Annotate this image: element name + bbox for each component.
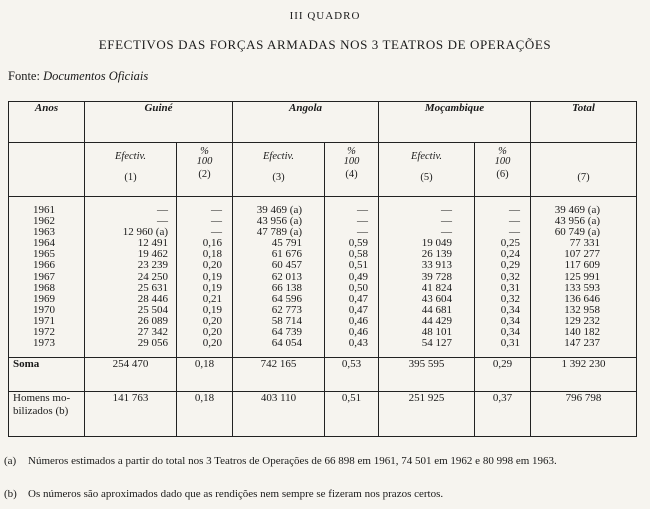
cell-ap: 0,50 <box>325 283 379 294</box>
cell-a: 62 013 <box>233 272 325 283</box>
homens-guine: 141 763 <box>85 392 177 437</box>
cell-gp: — <box>177 227 233 238</box>
cell-m: — <box>379 216 475 227</box>
header-angola: Angola <box>233 102 379 143</box>
cell-year: 1971 <box>9 316 85 327</box>
cell-mp: 0,32 <box>475 294 531 305</box>
cell-g: 19 462 <box>85 249 177 260</box>
table-row <box>9 197 637 217</box>
soma-guine: 254 470 <box>85 358 177 392</box>
sub-total: (7) <box>531 143 637 197</box>
sub-mocambique-eff: Efectiv. (5) <box>379 143 475 197</box>
soma-angola-pct: 0,53 <box>325 358 379 392</box>
cell-ap: 0,51 <box>325 260 379 271</box>
table-row <box>9 294 637 305</box>
cell-a: 39 469 (a) <box>233 197 325 217</box>
cell-ap: 0,47 <box>325 305 379 316</box>
cell-mp: — <box>475 227 531 238</box>
cell-gp: 0,21 <box>177 294 233 305</box>
cell-year: 1964 <box>9 238 85 249</box>
sub-angola-pct: % 100 (4) <box>325 143 379 197</box>
cell-m: 44 429 <box>379 316 475 327</box>
homens-mocambique: 251 925 <box>379 392 475 437</box>
cell-t: 136 646 <box>531 294 637 305</box>
homens-label: Homens mo- bilizados (b) <box>9 392 85 437</box>
cell-a: 60 457 <box>233 260 325 271</box>
cell-g: — <box>85 197 177 217</box>
homens-guine-pct: 0,18 <box>177 392 233 437</box>
soma-angola: 742 165 <box>233 358 325 392</box>
cell-g: 12 491 <box>85 238 177 249</box>
cell-t: 60 749 (a) <box>531 227 637 238</box>
cell-year: 1972 <box>9 327 85 338</box>
table-row <box>9 249 637 260</box>
cell-a: 45 791 <box>233 238 325 249</box>
forces-table <box>8 101 637 437</box>
cell-g: 27 342 <box>85 327 177 338</box>
homens-row <box>9 392 637 437</box>
sub-empty <box>9 143 85 197</box>
cell-gp: 0,20 <box>177 316 233 327</box>
cell-g: 25 631 <box>85 283 177 294</box>
cell-g: 26 089 <box>85 316 177 327</box>
footnote-b: (b) Os números são aproximados dado que as rendições nem sempre se fizeram nos prazos certos. <box>4 488 444 500</box>
cell-mp: 0,31 <box>475 338 531 358</box>
cell-m: 39 728 <box>379 272 475 283</box>
table-row <box>9 227 637 238</box>
cell-g: 24 250 <box>85 272 177 283</box>
cell-gp: — <box>177 216 233 227</box>
source-value: Documentos Oficiais <box>43 69 149 83</box>
cell-t: 43 956 (a) <box>531 216 637 227</box>
cell-ap: 0,58 <box>325 249 379 260</box>
table-row <box>9 316 637 327</box>
soma-guine-pct: 0,18 <box>177 358 233 392</box>
cell-m: 19 049 <box>379 238 475 249</box>
header-anos: Anos <box>9 102 85 143</box>
cell-ap: 0,46 <box>325 316 379 327</box>
source-line <box>8 69 148 84</box>
cell-gp: 0,16 <box>177 238 233 249</box>
cell-gp: 0,19 <box>177 272 233 283</box>
cell-m: 48 101 <box>379 327 475 338</box>
table-row <box>9 260 637 271</box>
cell-mp: 0,25 <box>475 238 531 249</box>
cell-a: 58 714 <box>233 316 325 327</box>
cell-mp: 0,32 <box>475 272 531 283</box>
cell-g: 12 960 (a) <box>85 227 177 238</box>
cell-mp: 0,34 <box>475 305 531 316</box>
cell-year: 1973 <box>9 338 85 358</box>
cell-a: 47 789 (a) <box>233 227 325 238</box>
cell-mp: 0,34 <box>475 316 531 327</box>
sub-guine-pct: % 100 (2) <box>177 143 233 197</box>
cell-m: 26 139 <box>379 249 475 260</box>
soma-row <box>9 358 637 392</box>
cell-g: 25 504 <box>85 305 177 316</box>
cell-m: 43 604 <box>379 294 475 305</box>
cell-gp: — <box>177 197 233 217</box>
cell-a: 61 676 <box>233 249 325 260</box>
cell-mp: 0,29 <box>475 260 531 271</box>
table-row <box>9 327 637 338</box>
cell-gp: 0,18 <box>177 249 233 260</box>
cell-year: 1963 <box>9 227 85 238</box>
cell-m: — <box>379 227 475 238</box>
cell-t: 132 958 <box>531 305 637 316</box>
cell-a: 43 956 (a) <box>233 216 325 227</box>
cell-ap: — <box>325 216 379 227</box>
cell-g: 29 056 <box>85 338 177 358</box>
header-mocambique: Moçambique <box>379 102 531 143</box>
cell-m: 41 824 <box>379 283 475 294</box>
cell-year: 1966 <box>9 260 85 271</box>
cell-year: 1969 <box>9 294 85 305</box>
cell-g: 23 239 <box>85 260 177 271</box>
cell-mp: — <box>475 197 531 217</box>
cell-a: 64 054 <box>233 338 325 358</box>
cell-t: 147 237 <box>531 338 637 358</box>
table-number: III QUADRO <box>289 10 361 22</box>
homens-mocambique-pct: 0,37 <box>475 392 531 437</box>
cell-t: 125 991 <box>531 272 637 283</box>
cell-mp: 0,34 <box>475 327 531 338</box>
cell-t: 117 609 <box>531 260 637 271</box>
table-row <box>9 283 637 294</box>
cell-t: 140 182 <box>531 327 637 338</box>
sub-guine-eff: Efectiv. (1) <box>85 143 177 197</box>
table-row <box>9 216 637 227</box>
cell-year: 1961 <box>9 197 85 217</box>
cell-year: 1967 <box>9 272 85 283</box>
footnote-a: (a) Números estimados a partir do total nos 3 Teatros de Operações de 66 898 em 1961, 74 501 em 1962 e 80 998 em 1963. <box>4 455 557 467</box>
cell-ap: 0,47 <box>325 294 379 305</box>
cell-year: 1965 <box>9 249 85 260</box>
cell-gp: 0,19 <box>177 305 233 316</box>
cell-a: 64 739 <box>233 327 325 338</box>
cell-m: 44 681 <box>379 305 475 316</box>
cell-year: 1968 <box>9 283 85 294</box>
cell-mp: — <box>475 216 531 227</box>
table-row <box>9 238 637 249</box>
data-rows <box>9 197 637 358</box>
cell-g: 28 446 <box>85 294 177 305</box>
soma-label: Soma <box>9 358 85 392</box>
cell-gp: 0,20 <box>177 338 233 358</box>
page-title: EFECTIVOS DAS FORÇAS ARMADAS NOS 3 TEATROS DE OPERAÇÕES <box>98 37 552 52</box>
cell-ap: 0,59 <box>325 238 379 249</box>
cell-m: 33 913 <box>379 260 475 271</box>
cell-mp: 0,24 <box>475 249 531 260</box>
header-total: Total <box>531 102 637 143</box>
cell-a: 66 138 <box>233 283 325 294</box>
cell-ap: — <box>325 197 379 217</box>
homens-angola-pct: 0,51 <box>325 392 379 437</box>
cell-t: 107 277 <box>531 249 637 260</box>
cell-m: — <box>379 197 475 217</box>
cell-gp: 0,20 <box>177 327 233 338</box>
cell-a: 64 596 <box>233 294 325 305</box>
cell-gp: 0,20 <box>177 260 233 271</box>
soma-mocambique: 395 595 <box>379 358 475 392</box>
cell-a: 62 773 <box>233 305 325 316</box>
source-label: Fonte: <box>8 69 40 83</box>
cell-ap: 0,46 <box>325 327 379 338</box>
header-guine: Guiné <box>85 102 233 143</box>
table-row <box>9 305 637 316</box>
cell-m: 54 127 <box>379 338 475 358</box>
table-row <box>9 338 637 358</box>
sub-angola-eff: Efectiv. (3) <box>233 143 325 197</box>
cell-ap: — <box>325 227 379 238</box>
homens-angola: 403 110 <box>233 392 325 437</box>
cell-t: 129 232 <box>531 316 637 327</box>
cell-mp: 0,31 <box>475 283 531 294</box>
cell-t: 133 593 <box>531 283 637 294</box>
cell-year: 1962 <box>9 216 85 227</box>
cell-ap: 0,49 <box>325 272 379 283</box>
cell-ap: 0,43 <box>325 338 379 358</box>
cell-year: 1970 <box>9 305 85 316</box>
soma-mocambique-pct: 0,29 <box>475 358 531 392</box>
cell-gp: 0,19 <box>177 283 233 294</box>
cell-t: 39 469 (a) <box>531 197 637 217</box>
table-row <box>9 272 637 283</box>
homens-total: 796 798 <box>531 392 637 437</box>
sub-mocambique-pct: % 100 (6) <box>475 143 531 197</box>
cell-t: 77 331 <box>531 238 637 249</box>
soma-total: 1 392 230 <box>531 358 637 392</box>
cell-g: — <box>85 216 177 227</box>
